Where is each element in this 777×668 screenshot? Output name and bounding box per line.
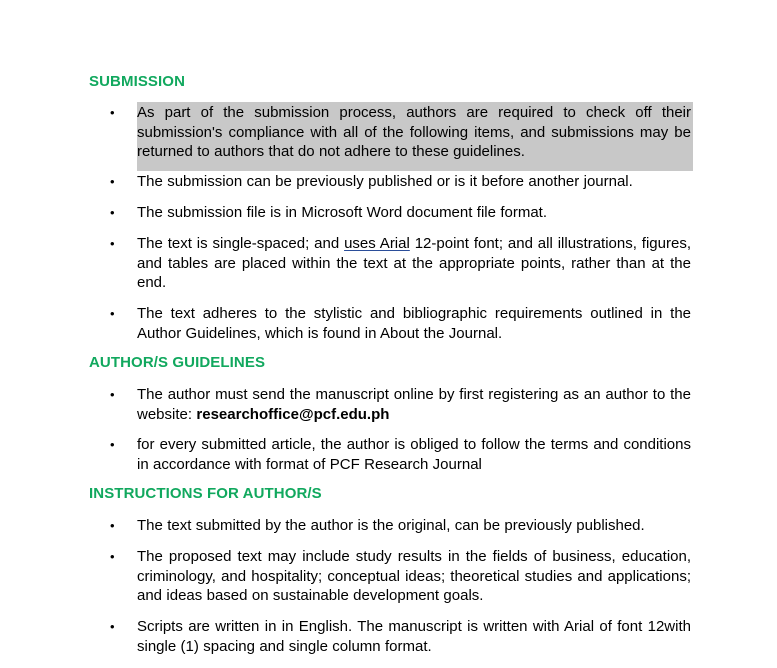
bullet: • — [110, 387, 115, 402]
bullet: • — [110, 105, 115, 120]
list-item-text: As part of the submission process, authors are required to check off their submission's compliance with all of the following items, and submissions may be returned to authors that do not adhere to these guidelines. — [137, 104, 691, 160]
bullet: • — [110, 306, 115, 321]
bullet: • — [110, 236, 115, 251]
list-item-text — [137, 385, 691, 424]
section-heading-author-guidelines: AUTHOR/S GUIDELINES — [89, 354, 266, 371]
list-item-text — [137, 234, 691, 293]
list-item-text: The text adheres to the stylistic and bibliographic requirements outlined in the Author Guidelines, which is found in About the Journal. — [137, 305, 691, 342]
text-segment: The text is single-spaced; and — [137, 235, 345, 252]
text-segment: The author must send the manuscript online by first registering as an author to the website: — [137, 386, 691, 423]
bullet: • — [110, 205, 115, 220]
email-address: researchoffice@pcf.edu.ph — [196, 405, 390, 423]
bullet: • — [110, 174, 115, 189]
bullet: • — [110, 518, 115, 533]
bullet: • — [110, 437, 115, 452]
section-heading-submission: SUBMISSION — [89, 73, 186, 90]
list-item-text: Scripts are written in in English. The manuscript is written with Arial of font 12with single (1) spacing and single column format. — [137, 618, 691, 655]
bullet: • — [110, 619, 115, 634]
list-item-text: The submission file is in Microsoft Word document file format. — [137, 204, 548, 221]
bullet: • — [110, 549, 115, 564]
underlined-phrase: uses Arial — [344, 235, 410, 252]
list-item-text: The submission can be previously published or is it before another journal. — [137, 173, 633, 190]
list-item-text: The proposed text may include study results in the fields of business, education, criminology, and hospitality; conceptual ideas; theoretical studies and applications; and ideas based on sustainable development goals. — [137, 548, 691, 604]
text-segment: 12-point font; and all illustrations, figures, and tables are placed within the text at the appropriate points, rather than at the end. — [137, 235, 691, 291]
list-item-text: The text submitted by the author is the original, can be previously published. — [137, 517, 645, 534]
list-item-text: for every submitted article, the author is obliged to follow the terms and conditions in accordance with format of PCF Research Journal — [137, 436, 691, 473]
section-heading-instructions: INSTRUCTIONS FOR AUTHOR/S — [89, 485, 322, 502]
